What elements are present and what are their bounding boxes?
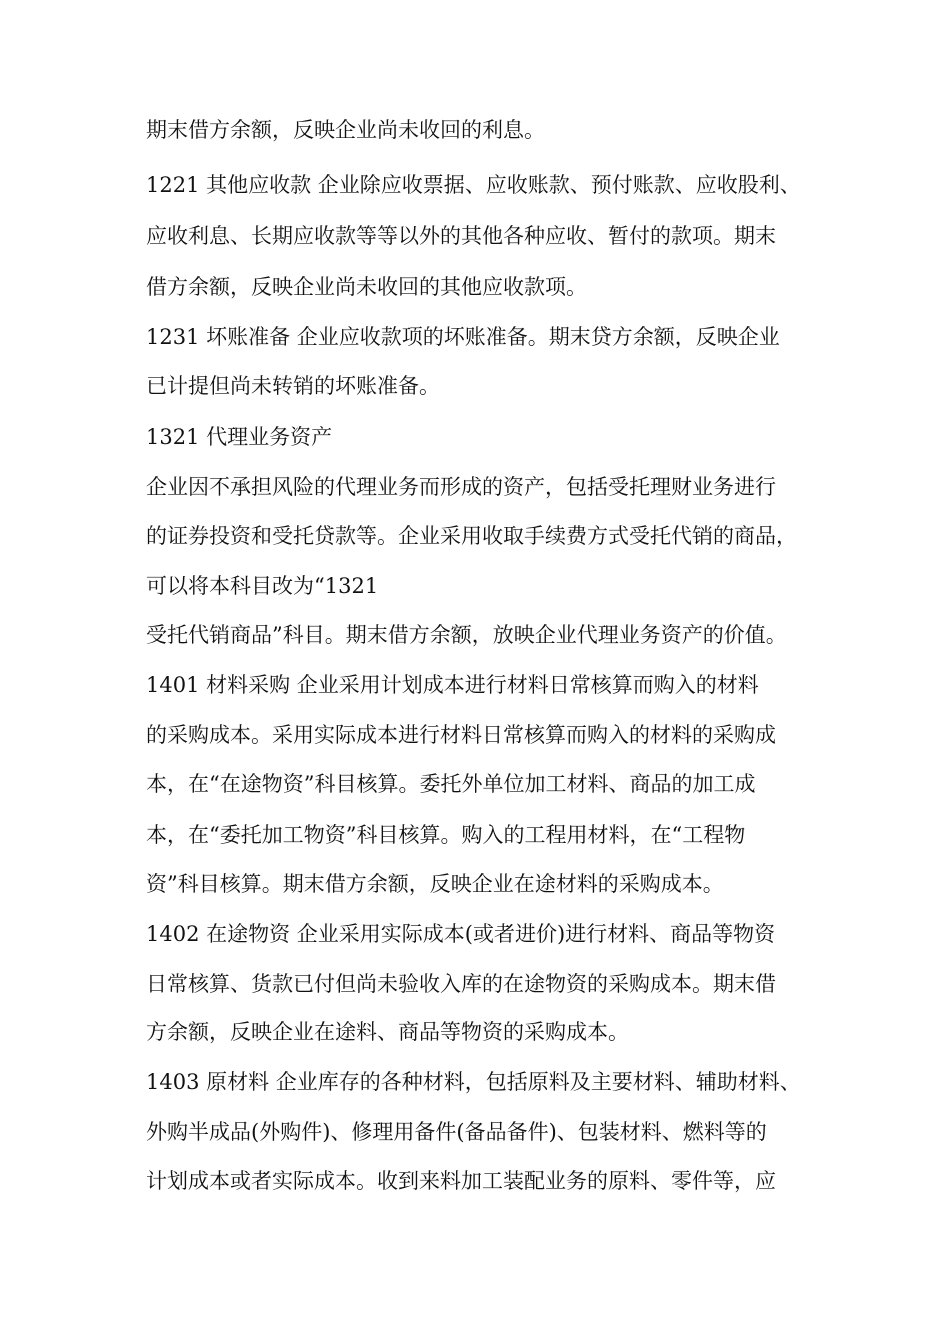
text-line: 1401 材料采购 企业采用计划成本进行材料日常核算而购入的材料: [146, 673, 759, 697]
text-line: 的证券投资和受托贷款等。企业采用收取手续费方式受托代销的商品，: [146, 524, 797, 548]
text-line: 方余额，反映企业在途料、商品等物资的采购成本。: [146, 1020, 629, 1044]
text-line: 资”科目核算。期末借方余额，反映企业在途材料的采购成本。: [146, 872, 724, 896]
text-line: 1321 代理业务资产: [146, 425, 333, 449]
text-line: 企业因不承担风险的代理业务而形成的资产，包括受托理财业务进行: [146, 475, 776, 499]
text-line: 可以将本科目改为“1321: [146, 574, 379, 598]
text-line: 借方余额，反映企业尚未收回的其他应收款项。: [146, 275, 587, 299]
text-line: 1403 原材料 企业库存的各种材料，包括原料及主要材料、辅助材料、: [146, 1070, 801, 1094]
text-line: 本，在“在途物资”科目核算。委托外单位加工材料、商品的加工成: [146, 772, 756, 796]
text-line: 期末借方余额，反映企业尚未收回的利息。: [146, 118, 545, 142]
text-line: 外购半成品(外购件)、修理用备件(备品备件)、包装材料、燃料等的: [146, 1120, 767, 1144]
text-line: 日常核算、货款已付但尚未验收入库的在途物资的采购成本。期末借: [146, 972, 776, 996]
text-line: 本，在“委托加工物资”科目核算。购入的工程用材料，在“工程物: [146, 823, 746, 847]
text-line: 1402 在途物资 企业采用实际成本(或者进价)进行材料、商品等物资: [146, 922, 776, 946]
text-line: 受托代销商品”科目。期末借方余额，放映企业代理业务资产的价值。: [146, 623, 787, 647]
text-line: 已计提但尚未转销的坏账准备。: [146, 374, 440, 398]
text-line: 的采购成本。采用实际成本进行材料日常核算而购入的材料的采购成: [146, 723, 776, 747]
text-line: 1221 其他应收款 企业除应收票据、应收账款、预付账款、应收股利、: [146, 173, 801, 197]
text-line: 应收利息、长期应收款等等以外的其他各种应收、暂付的款项。期末: [146, 224, 776, 248]
text-line: 1231 坏账准备 企业应收款项的坏账准备。期末贷方余额，反映企业: [146, 325, 780, 349]
text-line: 计划成本或者实际成本。收到来料加工装配业务的原料、零件等，应: [146, 1169, 776, 1193]
